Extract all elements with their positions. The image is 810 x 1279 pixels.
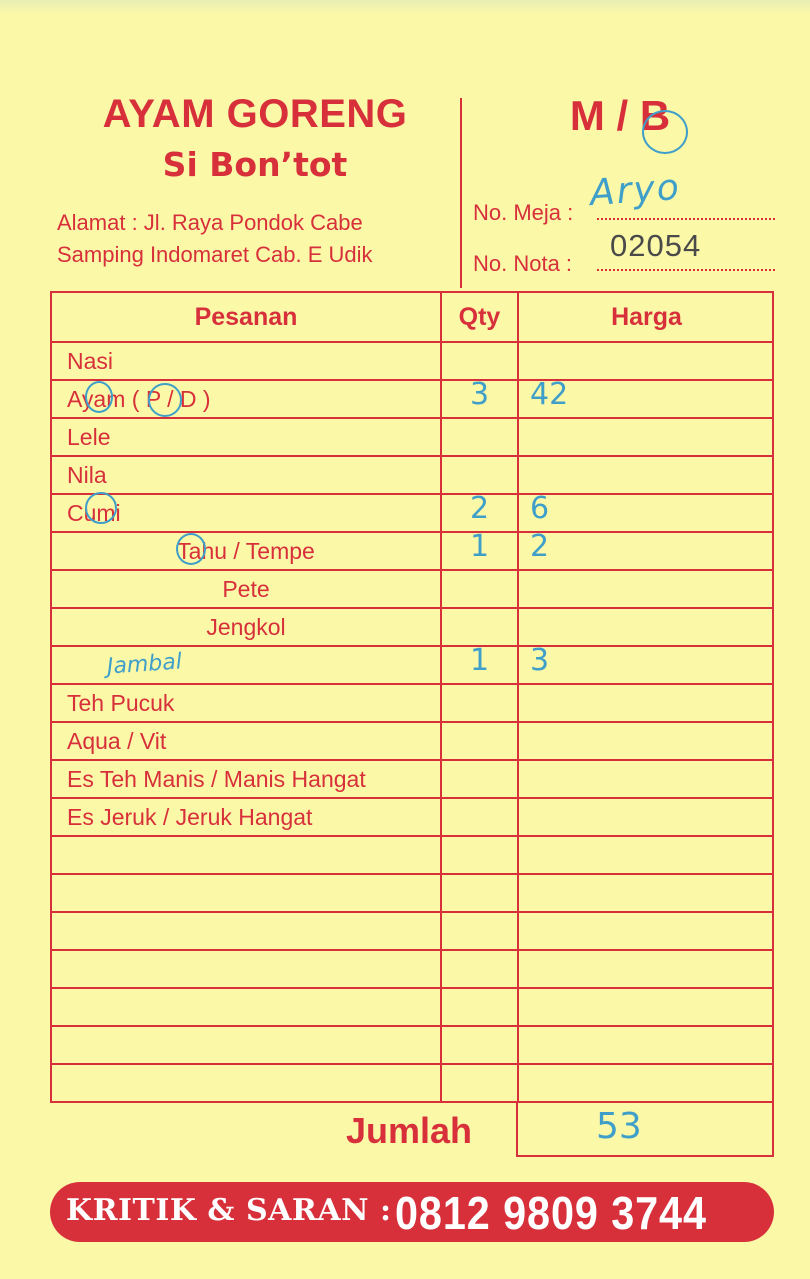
- row-harga: 42: [530, 377, 569, 412]
- table-row: [52, 721, 772, 759]
- address-line-1: Alamat : Jl. Raya Pondok Cabe: [57, 210, 363, 235]
- row-harga: [530, 565, 730, 605]
- total-value: 53: [596, 1106, 642, 1147]
- row-item: Nila: [67, 462, 107, 488]
- row-harga: [530, 413, 730, 453]
- table-row: [52, 569, 772, 607]
- header-qty: Qty: [458, 303, 501, 331]
- row-harga: 2: [530, 529, 550, 564]
- row-item: Tahu / Tempe: [177, 538, 315, 564]
- row-qty: [447, 337, 512, 377]
- row-qty: [447, 603, 512, 643]
- row-item: Es Teh Manis / Manis Hangat: [67, 766, 366, 792]
- row-item: Pete: [222, 576, 270, 602]
- row-item: Es Jeruk / Jeruk Hangat: [67, 804, 313, 830]
- row-qty: [447, 565, 512, 605]
- table-row: [52, 531, 772, 569]
- meja-dotted-line: [597, 218, 775, 220]
- item-circle-mark: [176, 533, 206, 565]
- header-divider: [460, 98, 462, 288]
- item-circle-mark: [85, 492, 117, 524]
- paper-top-edge: [0, 0, 810, 14]
- table-row: [52, 1025, 772, 1063]
- row-qty: 2: [469, 491, 490, 526]
- table-row: [52, 417, 772, 455]
- table-row: [52, 1063, 772, 1101]
- row-qty: [447, 451, 512, 491]
- row-qty: [447, 717, 512, 757]
- table-row: [52, 683, 772, 721]
- row-harga: [530, 603, 730, 643]
- row-harga: [530, 679, 730, 719]
- address-line-2: Samping Indomaret Cab. E Udik: [57, 242, 373, 267]
- table-row: [52, 835, 772, 873]
- row-item: Teh Pucuk: [67, 690, 175, 716]
- nota-dotted-line: [597, 269, 775, 271]
- row-qty: [447, 413, 512, 453]
- meja-value: Aryo: [588, 166, 683, 215]
- row-item: Ayam ( P / D ): [67, 386, 211, 412]
- nota-label: No. Nota :: [473, 251, 573, 276]
- row-qty: [447, 793, 512, 833]
- row-harga: [530, 337, 730, 377]
- nota-number: 02054: [610, 228, 702, 263]
- row-harga: [530, 717, 730, 757]
- row-item: Jengkol: [206, 614, 286, 640]
- item-circle-mark: [148, 383, 182, 417]
- row-harga: [530, 793, 730, 833]
- row-item: Aqua / Vit: [67, 728, 167, 754]
- total-box: [516, 1101, 774, 1157]
- row-qty: [447, 755, 512, 795]
- table-row: [52, 341, 772, 379]
- total-label: Jumlah: [346, 1110, 473, 1151]
- table-row: [52, 493, 772, 531]
- row-harga: 6: [530, 491, 550, 526]
- row-qty: 3: [469, 377, 490, 412]
- brand-title: AYAM GORENG: [102, 92, 408, 136]
- row-item: Jambal: [106, 649, 183, 680]
- header-harga: Harga: [611, 303, 682, 331]
- row-harga: [530, 755, 730, 795]
- item-circle-mark: [85, 381, 113, 413]
- mb-circle-mark: [642, 110, 688, 154]
- mb-label: M / B: [569, 92, 671, 139]
- row-item: Lele: [67, 424, 111, 450]
- table-row: [52, 759, 772, 797]
- row-item: Nasi: [67, 348, 114, 374]
- footer-label: KRITIK & SARAN :: [66, 1193, 392, 1228]
- table-row: [52, 987, 772, 1025]
- footer-bar: [50, 1182, 774, 1242]
- row-qty: 1: [469, 643, 490, 678]
- row-harga: 3: [530, 643, 550, 678]
- table-row: [52, 797, 772, 835]
- meja-label: No. Meja :: [473, 200, 574, 225]
- table-row: [52, 455, 772, 493]
- row-harga: [530, 451, 730, 491]
- row-item: Cumi: [67, 500, 121, 526]
- table-row: [52, 949, 772, 987]
- table-row: [52, 607, 772, 645]
- header-pesanan: Pesanan: [194, 303, 298, 331]
- brand-subtitle: Si Bon’tot: [162, 145, 348, 184]
- row-qty: 1: [469, 529, 490, 564]
- row-qty: [447, 679, 512, 719]
- table-row: [52, 911, 772, 949]
- table-row: [52, 645, 772, 683]
- footer-phone: 0812 9809 3744: [395, 1187, 707, 1239]
- table-row: [52, 873, 772, 911]
